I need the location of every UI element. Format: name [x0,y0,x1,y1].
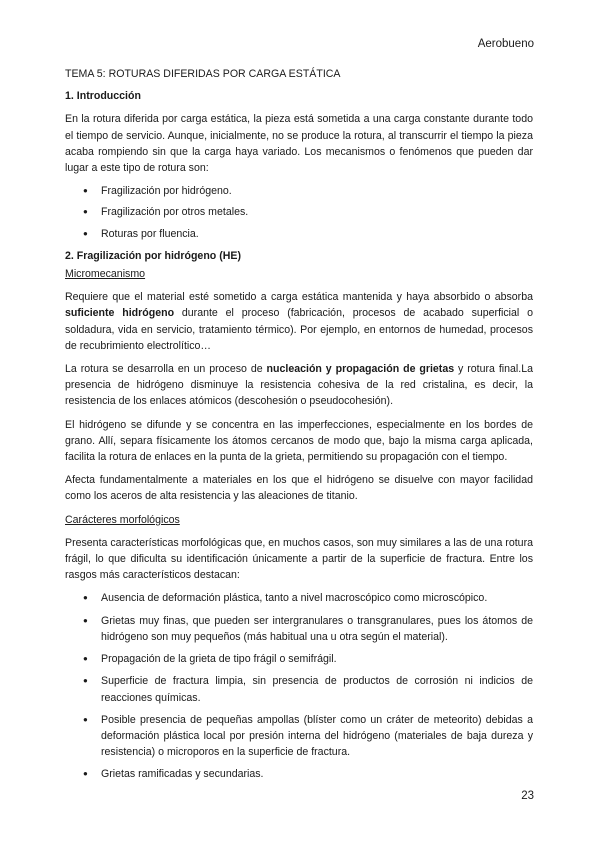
subheading-morphology: Carácteres morfológicos [65,513,180,526]
paragraph-morphology: Presenta características morfológicas que, en muchos casos, son muy similares a las de una rotura frágil, lo que dificulta su identificación únicamente a partir de la superficie de fractura. Entre los rasgos más característicos destacan: [65,536,533,582]
list-item: ● Posible presencia de pequeñas ampollas (blíster como un cráter de meteorito) debidas a deformación plástica local por presión interna del hidrógeno (materiales de baja dureza y resistencia) o microporos en la superficie de fractura. [65,712,533,761]
topic-title: TEMA 5: ROTURAS DIFERIDAS POR CARGA ESTÁTICA [65,68,341,80]
section-2-heading: 2. Fragilización por hidrógeno (HE) [65,249,241,262]
intro-paragraph: En la rotura diferida por carga estática, la pieza está sometida a una carga constante durante todo el tiempo de servicio. Aunque, inicialmente, no se produce la rotura, al transcurrir el tiempo la pieza acaba rompiendo sin que la carga haya variado. Los mecanismos o fenómenos que pueden dar lugar a este tipo de rotura son: [65,113,533,175]
subheading-micromecanismo: Micromecanismo [65,268,146,281]
section-1-heading: 1. Introducción [65,90,141,103]
list-item: ● Grietas ramificadas y secundarias. [65,766,533,782]
paragraph-materials: Afecta fundamentalmente a materiales en los que el hidrógeno se disuelve con mayor facilidad como los aceros de alta resistencia y las aleaciones de titanio. [65,474,533,503]
running-header: Aerobueno [477,38,534,50]
list-item: ● Propagación de la grieta de tipo frágil o semifrágil. [65,651,533,667]
paragraph-requirements: Requiere que el material esté sometido a carga estática mantenida y haya absorbido o absorba suficiente hidrógeno durante el proceso (fabricación, procesos de acabado superficial o soldadura, vida en servicio, tratamiento térmico). Por ejemplo, en entornos de humedad, procesos de recubrimiento electrolítico… [65,291,533,352]
features-list [65,590,533,782]
mechanisms-list [65,183,533,242]
list-item: ● Ausencia de deformación plástica, tanto a nivel macroscópico como microscópico. [65,590,533,606]
list-item: ● Superficie de fractura limpia, sin presencia de productos de corrosión ni indicios de reacciones químicas. [65,673,533,705]
page-number: 23 [521,790,534,802]
list-item: ● Roturas por fluencia. [65,226,533,242]
list-item: ● Grietas muy finas, que pueden ser intergranulares o transgranulares, pues los átomos de hidrógeno son muy pequeños (más habitual una u otra según el material). [65,613,533,645]
page-content [65,66,533,789]
list-item: ● Fragilización por hidrógeno. [65,183,533,199]
paragraph-crack-process: La rotura se desarrolla en un proceso de nucleación y propagación de grietas y rotura final.La presencia de hidrógeno disminuye la resistencia cohesiva de la red cristalina, es decir, la resistencia de los enlaces atómicos (descohesión o pseudocohesión). [65,363,534,408]
list-item: ● Fragilización por otros metales. [65,204,533,220]
paragraph-diffusion: El hidrógeno se difunde y se concentra en las imperfecciones, especialmente en los bordes de grano. Allí, separa físicamente los átomos cercanos de modo que, bajo la misma carga aplicada, facilita la rotura de enlaces en la punta de la grieta, permitiendo su propagación con el tiempo. [65,418,533,464]
